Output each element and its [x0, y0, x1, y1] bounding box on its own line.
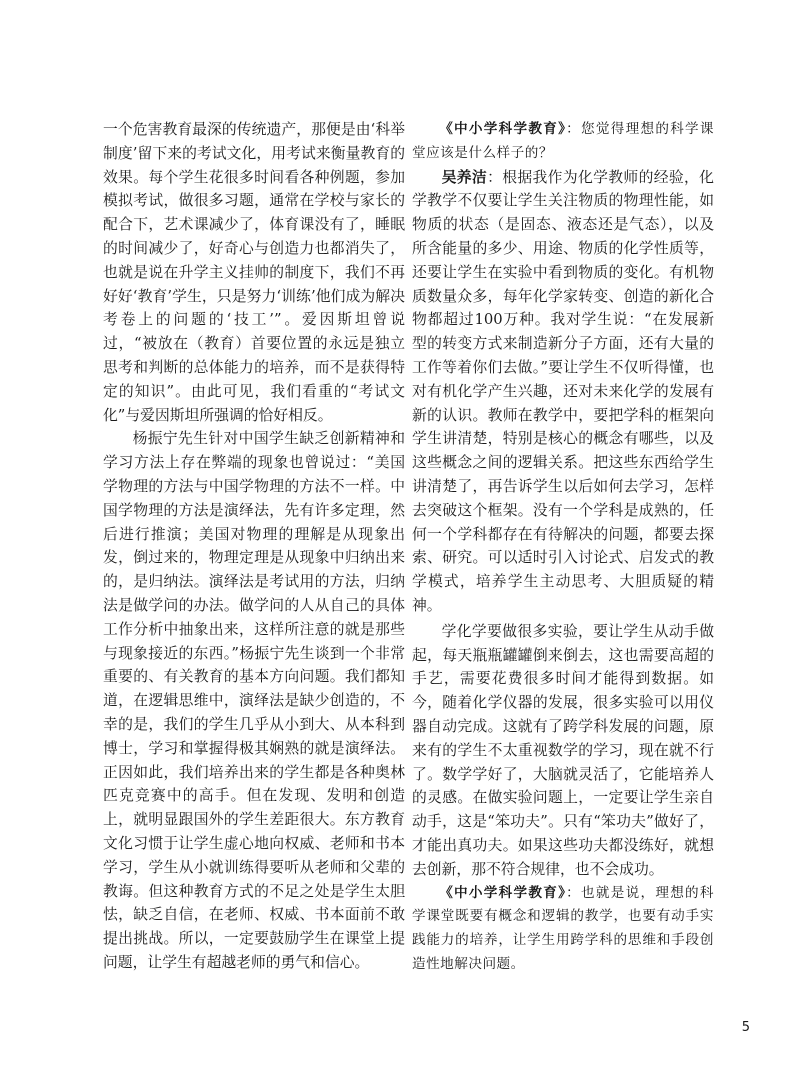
answer-1 — [412, 166, 714, 618]
left-column — [103, 118, 405, 975]
journal-name: 《中小学科学教育》 — [439, 884, 567, 901]
right-paragraph-2: 学化学要做很多实验，要让学生从动手做起，每天瓶瓶罐罐倒来倒去，这也需要高超的手艺，需要花费很多时间才能得到数据。如今，随着化学仪器的发展，很多实验可以用仪器自动完成。这就有了跨学科发展的问题，原来有的学生不太重视数学的学习，现在就不行了。数学学好了，大脑就灵活了，它能培养人的灵感。在做实验问题上，一定要让学生亲自动手，这是“笨功夫”。只有“笨功夫”做好了，才能出真功夫。如果这些功夫都没练好，就想去创新，那不符合规律，也不会成功。 — [412, 622, 714, 878]
question-1-text: ：您觉得理想的科学课堂应该是什么样子的？ — [412, 121, 715, 161]
question-2 — [412, 882, 714, 977]
speaker-name: 吴养洁 — [441, 168, 488, 186]
left-paragraph-1: 一个危害教育最深的传统遗产，那便是由‘科举制度’留下来的考试文化，用考试来衡量教育的效果。每个学生花很多时间看各种例题，参加模拟考试，做很多习题，通常在学校与家长的配合下，艺术课减少了，体育课没有了，睡眠的时间减少了，好奇心与创造力也都消失了，也就是说在升学主义挂帅的制度下，我们不再好好‘教育’学生，只是努力‘训练’他们成为解决考卷上的问题的‘技工’”。爱因斯坦曾说过，“被放在（教育）首要位置的永远是独立思考和判断的总体能力的培养，而不是获得特定的知识”。由此可见，我们看重的“考试文化”与爱因斯坦所强调的恰好相反。 — [103, 121, 405, 424]
left-paragraph-2: 杨振宁先生针对中国学生缺乏创新精神和学习方法上存在弊端的现象也曾说过：“美国学物理的方法与中国学物理的方法不一样。中国学物理的方法是演绎法，先有许多定理，然后进行推演；美国对物理的理解是从现象出发，倒过来的，物理定理是从现象中归纳出来的，是归纳法。演绎法是考试用的方法，归纳法是做学问的办法。做学问的人从自己的具体工作分析中抽象出来，这样所注意的就是那些与现象接近的东西。”杨振宁先生谈到一个非常重要的、有关教育的基本方向问题。我们都知道，在逻辑思维中，演绎法是缺少创造的，不幸的是，我们的学生几乎从小到大、从本科到博士，学习和掌握得极其娴熟的就是演绎法。正因如此，我们培养出来的学生都是各种奥林匹克竞赛中的高手。但在发现、发明和创造上，就明显跟国外的学生差距很大。东方教育文化习惯于让学生虚心地向权威、老师和书本学习，学生从小就训练得要听从老师和父辈的教诲。但这种教育方式的不足之处是学生太胆怯，缺乏自信，在老师、权威、书本面前不敢提出挑战。所以，一定要鼓励学生在课堂上提问题，让学生有超越老师的勇气和信心。 — [103, 430, 405, 971]
answer-1-text: ：根据我作为化学教师的经验，化学教学不仅要让学生关注物质的物理性能，如物质的状态（是固态、液态还是气态），以及所含能量的多少、用途、物质的化学性质等，还要让学生在实验中看到物质的变化。有机物质数量众多，每年化学家转变、创造的新化合物都超过100万种。我对学生说：“在发展新型的转变方式来制造新分子方面，还有大量的工作等着你们去做。”要让学生不仅听得懂，也对有机化学产生兴趣，还对未来化学的发展有新的认识。教师在教学中，要把学科的框架向学生讲清楚，特别是核心的概念有哪些，以及这些概念之间的逻辑关系。把这些东西给学生讲清楚了，再告诉学生以后如何去学习，怎样去突破这个框架。没有一个学科是成熟的，任何一个学科都存在有待解决的问题，都要去探索、研究。可以适时引入讨论式、启发式的教学模式，培养学生主动思考、大胆质疑的精神。 — [412, 168, 714, 614]
page-number: 5 — [741, 1020, 750, 1035]
journal-name: 《中小学科学教育》 — [439, 121, 567, 137]
question-1 — [412, 118, 714, 166]
right-column — [412, 118, 714, 977]
question-2-text: ：也就是说，理想的科学课堂既要有概念和逻辑的教学，也要有动手实践能力的培养，让学生用跨学科的思维和手段创造性地解决问题。 — [412, 884, 715, 972]
